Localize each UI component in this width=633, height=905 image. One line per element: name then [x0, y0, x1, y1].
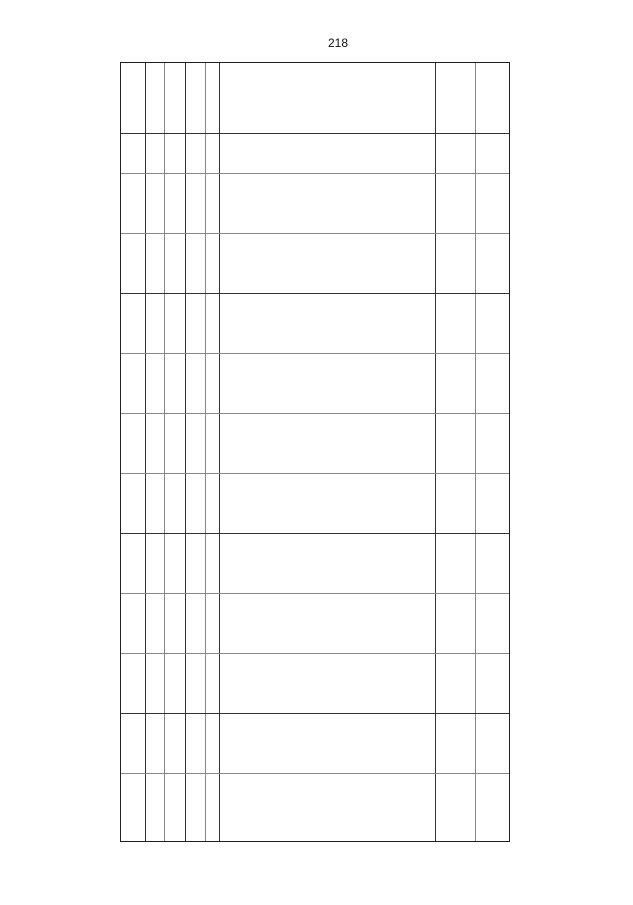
table-column-rule: [205, 63, 206, 841]
table-row-rule: [121, 293, 509, 294]
table-row-rule: [121, 773, 509, 774]
table-row-rule: [121, 133, 509, 134]
table-column-rule: [164, 63, 165, 841]
table-row-rule: [121, 173, 509, 174]
table-column-rule: [219, 63, 220, 841]
page-number: 218: [327, 36, 349, 50]
table-column-rule: [475, 63, 476, 841]
table-row-rule: [121, 233, 509, 234]
table-column-rule: [185, 63, 186, 841]
table-row-rule: [121, 353, 509, 354]
table-column-rule: [145, 63, 146, 841]
table-row-rule: [121, 653, 509, 654]
table-row-rule: [121, 533, 509, 534]
table-row-rule: [121, 473, 509, 474]
table-column-rule: [435, 63, 436, 841]
rotated-budget-table: [120, 62, 510, 842]
table-row-rule: [121, 413, 509, 414]
table-row-rule: [121, 713, 509, 714]
table-row-rule: [121, 593, 509, 594]
